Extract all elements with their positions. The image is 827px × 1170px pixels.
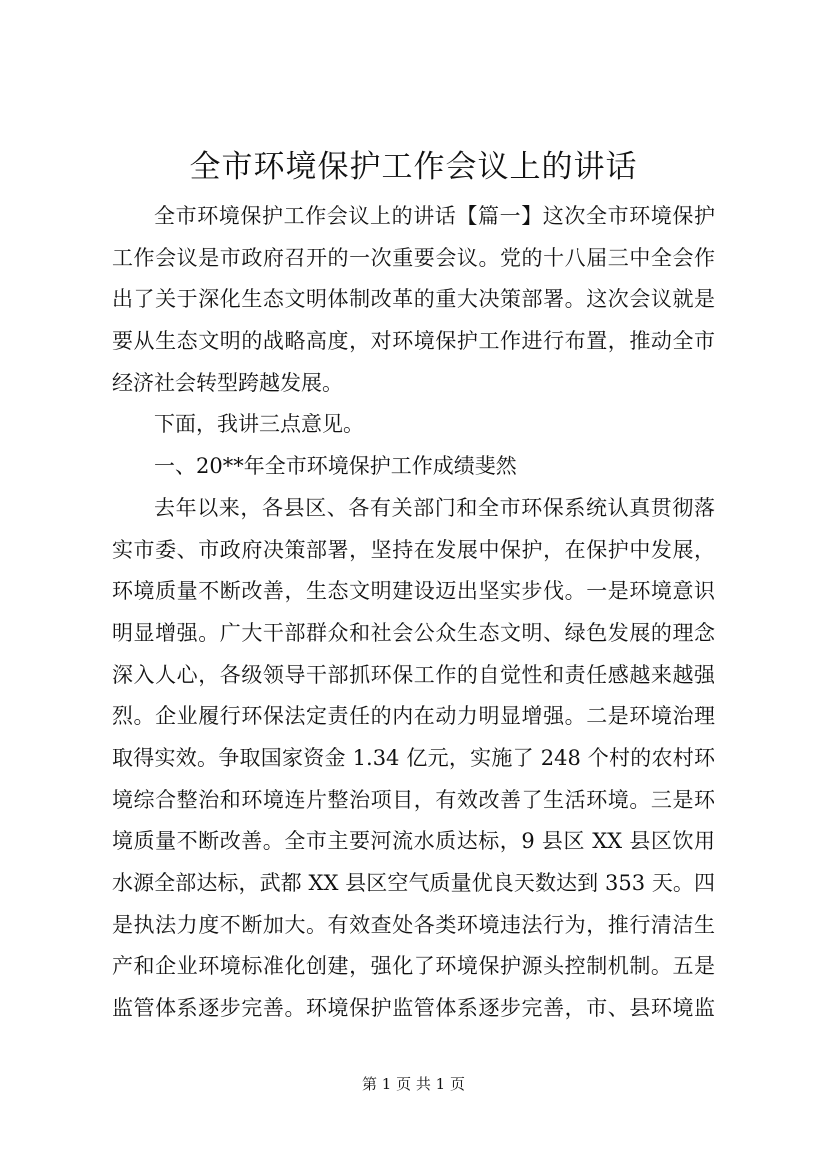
body-line: 烈。企业履行环保法定责任的内在动力明显增强。二是环境治理 [112,704,715,729]
document-body [112,196,715,1030]
body-line: 去年以来，各县区、各有关部门和全市环保系统认真贯彻落 [154,495,715,520]
body-line: 出了关于深化生态文明体制改革的重大决策部署。这次会议就是 [112,287,715,312]
body-line: 环境质量不断改善，生态文明建设迈出坚实步伐。一是环境意识 [112,579,715,604]
body-line: 明显增强。广大干部群众和社会公众生态文明、绿色发展的理念 [112,620,715,645]
body-line: 是执法力度不断加大。有效查处各类环境违法行为，推行清洁生 [112,912,715,937]
body-line: 境质量不断改善。全市主要河流水质达标，9 县区 XX 县区饮用 [112,829,715,854]
page-number-footer: 第 1 页 共 1 页 [362,1075,465,1093]
body-line: 要从生态文明的战略高度，对环境保护工作进行布置，推动全市 [112,329,715,354]
body-line: 深入人心，各级领导干部抓环保工作的自觉性和责任感越来越强 [112,662,715,687]
body-line: 境综合整治和环境连片整治项目，有效改善了生活环境。三是环 [112,787,715,812]
body-line: 取得实效。争取国家资金 1.34 亿元，实施了 248 个村的农村环 [112,745,715,770]
body-line: 实市委、市政府决策部署，坚持在发展中保护，在保护中发展， [112,537,715,562]
body-line: 水源全部达标，武都 XX 县区空气质量优良天数达到 353 天。四 [112,871,715,895]
body-line: 经济社会转型跨越发展。 [112,370,343,395]
body-line: 工作会议是市政府召开的一次重要会议。党的十八届三中全会作 [112,245,715,270]
body-line: 产和企业环境标准化创建，强化了环境保护源头控制机制。五是 [112,954,715,979]
body-line: 监管体系逐步完善。环境保护监管体系逐步完善，市、县环境监 [112,996,715,1021]
section-heading: 一、20**年全市环境保护工作成绩斐然 [154,454,517,479]
body-line: 全市环境保护工作会议上的讲话【篇一】这次全市环境保护 [154,204,715,228]
document-title: 全市环境保护工作会议上的讲话 [189,149,638,185]
body-line: 下面，我讲三点意见。 [154,412,364,437]
